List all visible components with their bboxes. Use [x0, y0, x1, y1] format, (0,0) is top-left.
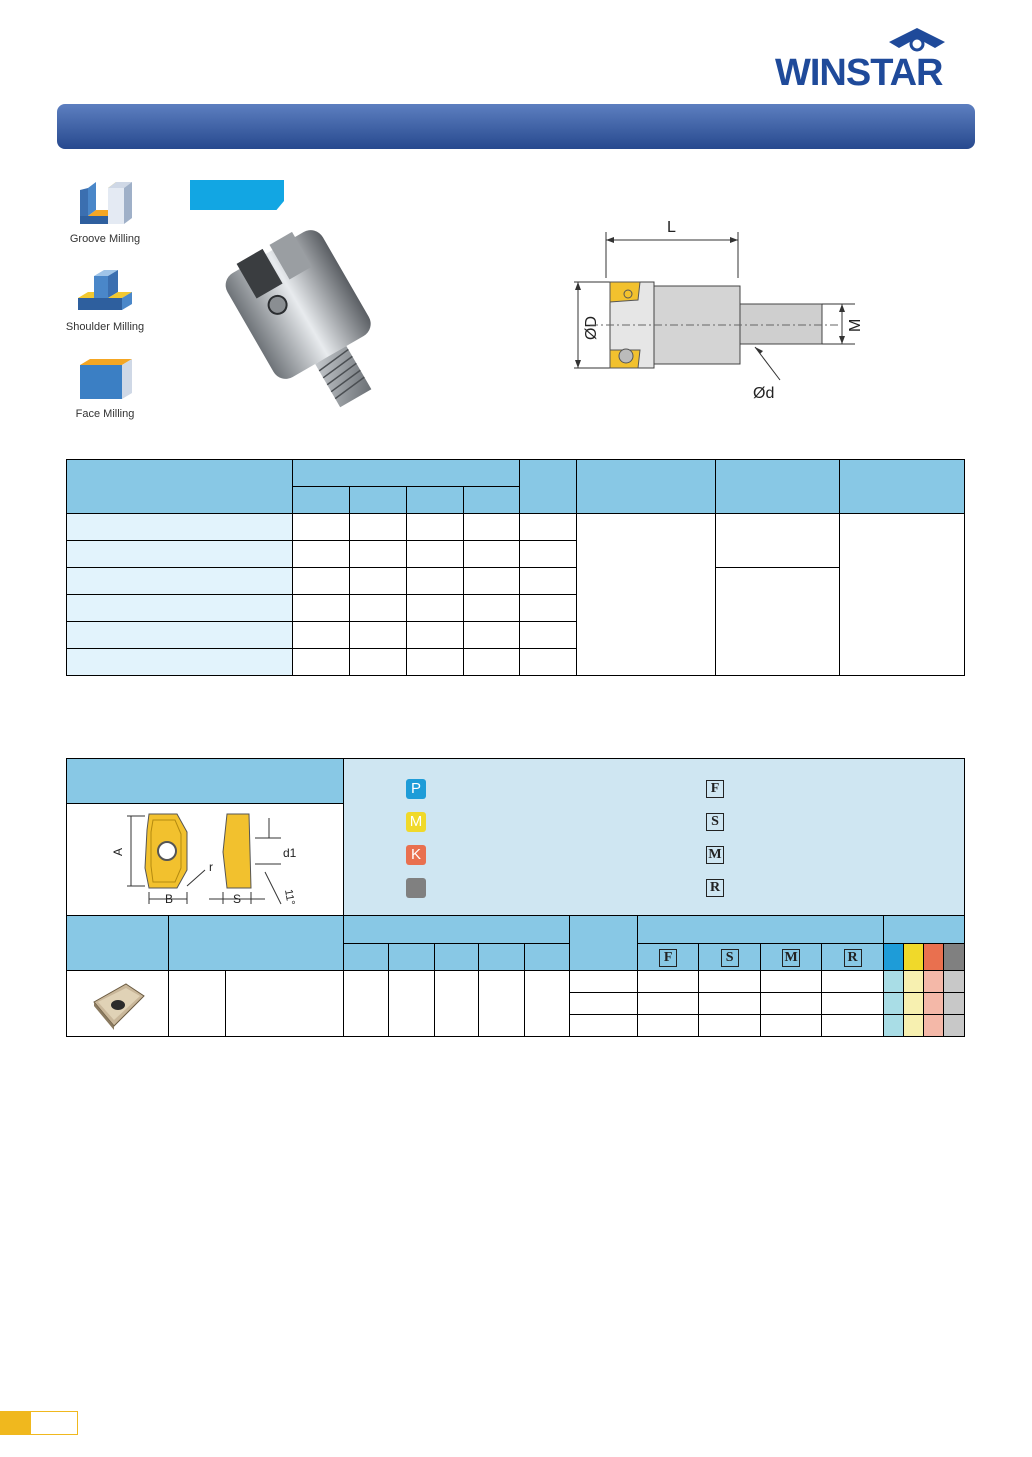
insert-angle-label: 11°	[282, 888, 297, 907]
header-cell	[520, 460, 577, 514]
dim-L-label: L	[667, 219, 676, 236]
legend-mode-S: S	[706, 811, 724, 833]
face-milling-icon	[74, 355, 136, 401]
grade-header-M	[903, 944, 923, 971]
insert-S-label: S	[233, 892, 242, 906]
merged-cell	[716, 568, 840, 676]
header-cell	[716, 460, 840, 514]
holder-table	[66, 459, 965, 676]
groove-milling	[60, 180, 150, 245]
title-banner	[57, 104, 975, 149]
insert-drawing	[105, 808, 325, 912]
header-cell	[406, 487, 463, 514]
section-tag	[190, 180, 284, 210]
legend-mode-F: F	[706, 778, 724, 800]
insert-B-label: B	[165, 892, 174, 906]
header-cell	[570, 916, 638, 971]
mode-header-F: F	[638, 944, 699, 971]
header-cell	[349, 487, 406, 514]
dim-d-label: Ød	[753, 385, 775, 402]
header-cell	[67, 916, 169, 971]
mode-header-M: M	[761, 944, 822, 971]
insert-r-label: r	[209, 860, 213, 874]
merged-cell	[840, 514, 965, 676]
groove-milling-icon	[74, 180, 136, 226]
legend-panel	[343, 759, 964, 916]
merged-cell	[577, 514, 716, 676]
dimension-drawing	[570, 210, 870, 410]
insert-A-label: A	[111, 847, 125, 856]
table-row	[67, 568, 965, 595]
insert-d1-label: d1	[283, 846, 297, 860]
header-cell	[168, 916, 343, 971]
legend-mode-M: M	[706, 844, 724, 866]
grade-header-K	[923, 944, 943, 971]
mode-header-S: S	[699, 944, 761, 971]
header-cell	[577, 460, 716, 514]
insert-photo	[88, 980, 148, 1032]
header-cell	[883, 916, 964, 944]
header-cell	[292, 460, 520, 487]
face-milling	[60, 355, 150, 420]
table-row	[67, 514, 965, 541]
shoulder-milling-label: Shoulder Milling	[65, 321, 145, 333]
shoulder-milling-icon	[74, 268, 136, 314]
page-number-tab	[0, 1411, 78, 1435]
legend-N	[406, 877, 426, 899]
grade-header-N	[943, 944, 964, 971]
end-mill-photo	[210, 220, 410, 410]
legend-P: P	[406, 778, 426, 800]
mode-header-R: R	[822, 944, 884, 971]
header-cell	[840, 460, 965, 514]
legend-mode-R: R	[706, 877, 724, 899]
legend-K: K	[406, 844, 426, 866]
face-milling-label: Face Milling	[75, 408, 135, 420]
header-cell	[343, 916, 570, 944]
dim-D-label: ØD	[583, 316, 600, 340]
table-row	[67, 971, 965, 993]
header-cell	[463, 487, 520, 514]
shoulder-milling	[60, 268, 150, 333]
grade-header-P	[883, 944, 903, 971]
dim-M-label: M	[847, 318, 864, 332]
brand-logo: WINSTAR	[775, 52, 943, 94]
header-cell	[67, 759, 344, 804]
legend-M: M	[406, 811, 426, 833]
header-cell	[67, 460, 293, 514]
header-cell	[292, 487, 349, 514]
header-cell	[638, 916, 884, 944]
groove-milling-label: Groove Milling	[69, 233, 141, 245]
merged-cell	[716, 514, 840, 568]
